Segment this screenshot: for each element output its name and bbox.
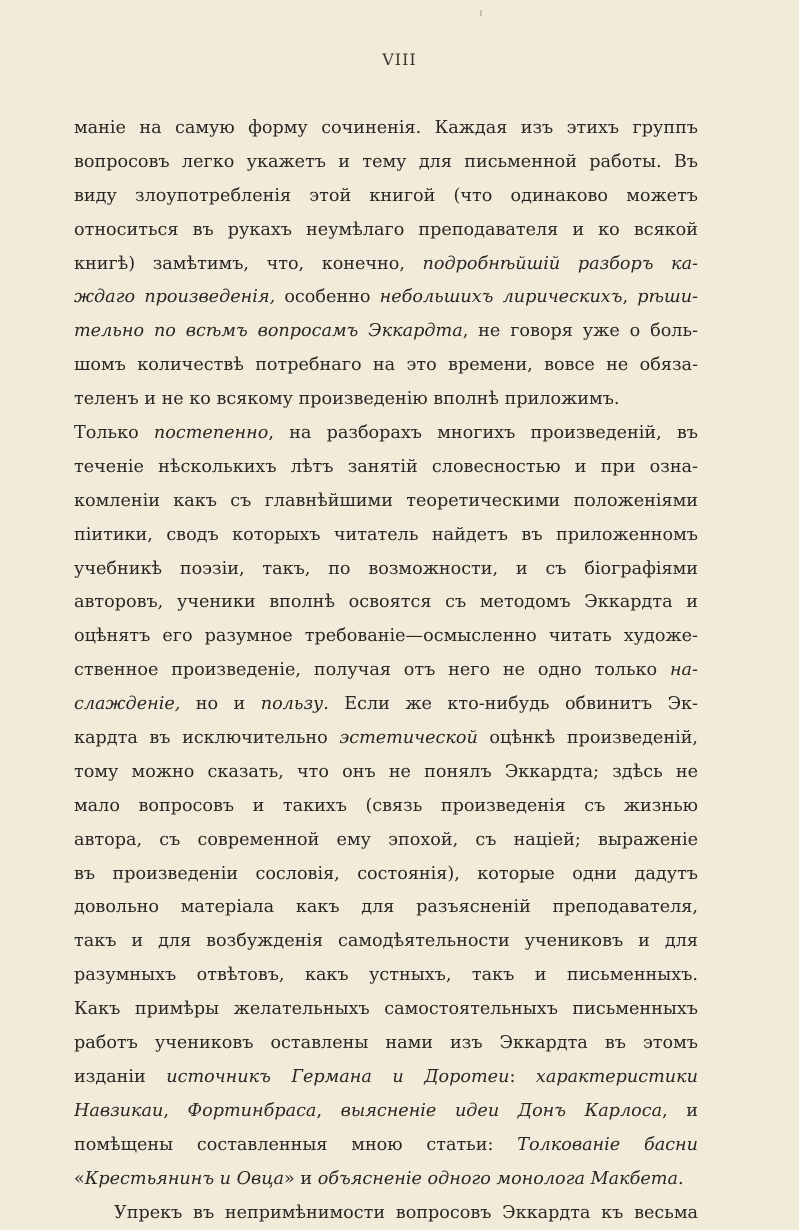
text-line — [74, 248, 698, 282]
text-line — [74, 553, 698, 587]
text-line — [74, 1129, 698, 1163]
text-segment: виду злоупотребленія этой книгой (что одинаково можетъ — [74, 186, 698, 206]
text-segment: , и — [662, 1101, 698, 1121]
text-line — [74, 824, 698, 858]
text-line — [74, 1027, 698, 1061]
text-line — [74, 315, 698, 349]
italic-segment: эстетической — [339, 728, 477, 748]
text-segment: такъ и для возбужденія самодѣятельности учениковъ и для — [74, 931, 698, 951]
italic-segment: слажденіе, — [74, 694, 180, 714]
italic-segment: выясненіе идеи Донъ Карлоса — [341, 1101, 662, 1121]
italic-segment: объясненіе одного монолога Макбета — [318, 1169, 678, 1189]
text-segment: книгѣ) замѣтимъ, что, конечно, — [74, 254, 423, 274]
text-segment: авторовъ, ученики вполнѣ освоятся съ методомъ Эккардта и — [74, 592, 698, 612]
text-segment: теленъ и не ко всякому произведенію вполнѣ приложимъ. — [74, 389, 619, 409]
text-segment: но и — [180, 694, 260, 714]
text-line — [74, 1197, 698, 1230]
italic-segment: постепенно — [154, 423, 268, 443]
text-segment: шомъ количествѣ потребнаго на это времени, вовсе не обяза- — [74, 355, 698, 375]
text-segment: , не говоря уже о боль- — [463, 321, 698, 341]
italic-segment: характеристики — [536, 1067, 698, 1087]
text-line — [74, 1163, 698, 1197]
text-segment: « — [74, 1169, 85, 1189]
text-segment: работъ учениковъ оставлены нами изъ Эккардта въ этомъ — [74, 1033, 698, 1053]
italic-segment: Толкованіе басни — [517, 1135, 698, 1155]
text-segment: тому можно сказать, что онъ не понялъ Эккардта; здѣсь не — [74, 762, 698, 782]
text-segment: оцѣнкѣ произведеній, — [478, 728, 698, 748]
text-segment: помѣщены составленныя мною статьи: — [74, 1135, 517, 1155]
text-segment: , на разборахъ многихъ произведеній, въ — [268, 423, 698, 443]
text-segment: комленіи какъ съ главнѣйшими теоретическими положеніями — [74, 491, 698, 511]
italic-segment: Крестьянинъ и Овца — [85, 1169, 284, 1189]
text-line — [74, 654, 698, 688]
body-text — [74, 112, 698, 1230]
text-line — [74, 790, 698, 824]
text-line — [74, 891, 698, 925]
text-line — [74, 180, 698, 214]
text-segment: піитики, сводъ которыхъ читатель найдетъ въ приложенномъ — [74, 525, 698, 545]
text-segment: особенно — [275, 287, 380, 307]
text-segment: , — [622, 287, 637, 307]
text-segment: автора, съ современной ему эпохой, съ націей; выраженіе — [74, 830, 698, 850]
text-line — [74, 688, 698, 722]
text-line — [74, 349, 698, 383]
text-line — [74, 722, 698, 756]
text-line — [74, 146, 698, 180]
text-line — [74, 756, 698, 790]
italic-segment: рѣши- — [637, 287, 698, 307]
text-line — [74, 451, 698, 485]
text-line — [74, 281, 698, 315]
italic-segment: подробнѣйшій разборъ ка- — [423, 254, 698, 274]
text-segment: Только — [74, 423, 154, 443]
italic-segment: небольшихъ лирическихъ — [380, 287, 623, 307]
italic-segment: пользу — [261, 694, 324, 714]
text-line — [74, 586, 698, 620]
text-segment: Какъ примѣры желательныхъ самостоятельныхъ письменныхъ — [74, 999, 698, 1019]
text-line — [74, 925, 698, 959]
text-line — [74, 858, 698, 892]
text-line — [74, 993, 698, 1027]
text-segment: маніе на самую форму сочиненія. Каждая изъ этихъ группъ — [74, 118, 698, 138]
text-line — [74, 417, 698, 451]
text-segment: разумныхъ отвѣтовъ, какъ устныхъ, такъ и письменныхъ. — [74, 965, 698, 985]
text-segment: учебникѣ поэзіи, такъ, по возможности, и съ біографіями — [74, 559, 698, 579]
text-line — [74, 959, 698, 993]
italic-segment: Фортинбраса — [188, 1101, 317, 1121]
text-segment: вопросовъ легко укажетъ и тему для письменной работы. Въ — [74, 152, 698, 172]
text-segment: мало вопросовъ и такихъ (связь произведенія съ жизнью — [74, 796, 698, 816]
text-segment: . Если же кто-нибудь обвинитъ Эк- — [323, 694, 698, 714]
text-segment: кардта въ исключительно — [74, 728, 339, 748]
text-segment: : — [509, 1067, 535, 1087]
text-segment: , — [163, 1101, 187, 1121]
text-line — [74, 485, 698, 519]
italic-segment: Навзикаи — [74, 1101, 163, 1121]
text-segment: оцѣнятъ его разумное требованіе—осмысленно читать художе- — [74, 626, 698, 646]
text-segment: . — [678, 1169, 684, 1189]
text-segment: Упрекъ въ непримѣнимости вопросовъ Эккардта къ весьма — [114, 1203, 698, 1223]
text-segment: въ произведеніи сословія, состоянія), которые одни дадутъ — [74, 864, 698, 884]
italic-segment: ждаго произведенія, — [74, 287, 275, 307]
text-segment: теченіе нѣсколькихъ лѣтъ занятій словесностью и при озна- — [74, 457, 698, 477]
text-segment: , — [316, 1101, 340, 1121]
page-number: VIII — [0, 50, 799, 69]
text-line — [74, 620, 698, 654]
text-segment: » и — [284, 1169, 318, 1189]
text-segment: довольно матеріала какъ для разъясненій преподавателя, — [74, 897, 698, 917]
text-line — [74, 383, 698, 417]
text-line — [74, 519, 698, 553]
text-segment: изданіи — [74, 1067, 166, 1087]
text-segment: относиться въ рукахъ неумѣлаго преподавателя и ко всякой — [74, 220, 698, 240]
text-line — [74, 214, 698, 248]
text-line — [74, 112, 698, 146]
italic-segment: тельно по всѣмъ вопросамъ Эккардта — [74, 321, 463, 341]
text-line — [74, 1061, 698, 1095]
italic-segment: на- — [670, 660, 698, 680]
paper-speck — [480, 10, 482, 16]
text-segment: ственное произведеніе, получая отъ него не одно только — [74, 660, 670, 680]
italic-segment: источникъ Германа и Доротеи — [166, 1067, 509, 1087]
text-line — [74, 1095, 698, 1129]
